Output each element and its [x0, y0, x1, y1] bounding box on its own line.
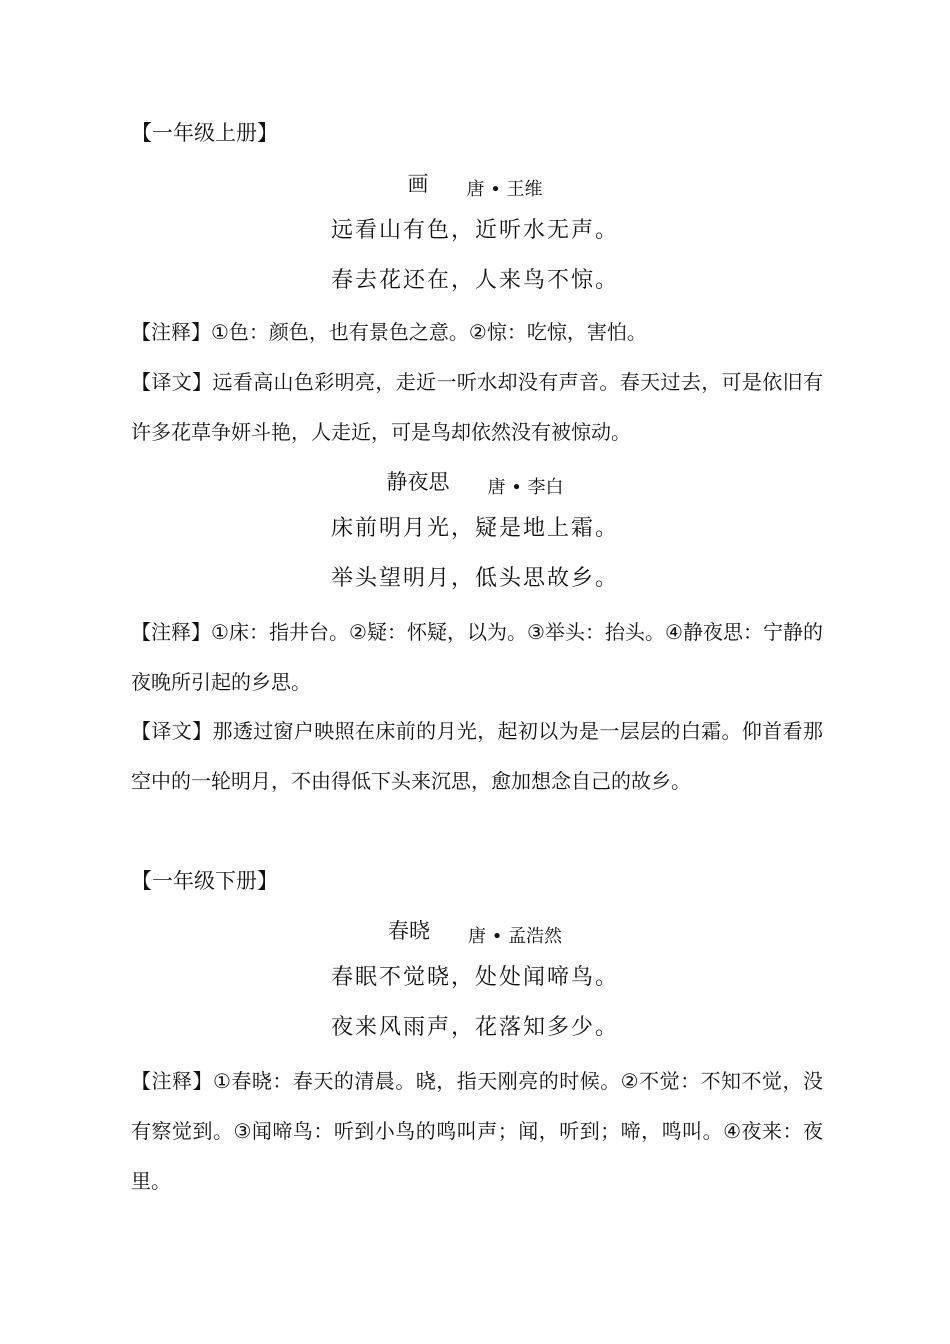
- note-paragraph: [131, 1056, 823, 1206]
- translation-tag: 【译文】: [131, 719, 213, 743]
- poem-title-line: [0, 915, 950, 948]
- section-heading-grade1-vol1: 【一年级上册】: [131, 121, 278, 145]
- translation-paragraph: [131, 706, 823, 806]
- note-text: ①春晓：春天的清晨。晓，指天刚亮的时候。②不觉：不知不觉，没有察觉到。③闻啼鸟：听到小鸟的鸣叫声；闻，听到；啼，鸣叫。④夜来：夜里。: [131, 1069, 824, 1193]
- note-tag: 【注释】: [131, 620, 212, 644]
- poem-title-line: [0, 168, 950, 201]
- note-text: ①床：指井台。②疑：怀疑，以为。③举头：抬头。④静夜思：宁静的夜晚所引起的乡思。: [131, 620, 824, 694]
- note-tag: 【注释】: [131, 320, 211, 344]
- translation-tag: 【译文】: [131, 370, 213, 394]
- section-heading-grade1-vol2: 【一年级下册】: [131, 869, 278, 893]
- note-paragraph: [131, 607, 823, 707]
- poem-title-line: [0, 466, 950, 499]
- poem-verse: 夜来风雨声，花落知多少。: [330, 1015, 619, 1040]
- poem-verse: 春去花还在，人来鸟不惊。: [330, 268, 619, 293]
- note-tag: 【注释】: [131, 1069, 213, 1093]
- translation-text: 那透过窗户映照在床前的月光，起初以为是一层层的白霜。仰首看那空中的一轮明月，不由得低下头来沉思，愈加想念自己的故乡。: [131, 719, 824, 793]
- note-text: ①色：颜色，也有景色之意。②惊：吃惊，害怕。: [211, 320, 647, 344]
- poem-title: 春晓: [387, 919, 430, 943]
- poem-verse: 举头望明月，低头思故乡。: [330, 566, 619, 591]
- poem-author: 唐 • 李白: [487, 477, 564, 498]
- poem-author: 唐 • 孟浩然: [467, 926, 563, 947]
- translation-paragraph: [131, 357, 823, 457]
- poem-title: 静夜思: [386, 470, 450, 494]
- poem-verse: 远看山有色，近听水无声。: [330, 218, 619, 243]
- poem-verse: 床前明月光，疑是地上霜。: [330, 516, 619, 541]
- poem-title: 画: [407, 172, 429, 196]
- translation-text: 远看高山色彩明亮，走近一听水却没有声音。春天过去，可是依旧有许多花草争妍斗艳，人走近，可是鸟却依然没有被惊动。: [131, 370, 824, 444]
- note-paragraph: [131, 307, 823, 357]
- poem-author: 唐 • 王维: [466, 179, 543, 200]
- poem-verse: 春眠不觉晓，处处闻啼鸟。: [330, 965, 619, 990]
